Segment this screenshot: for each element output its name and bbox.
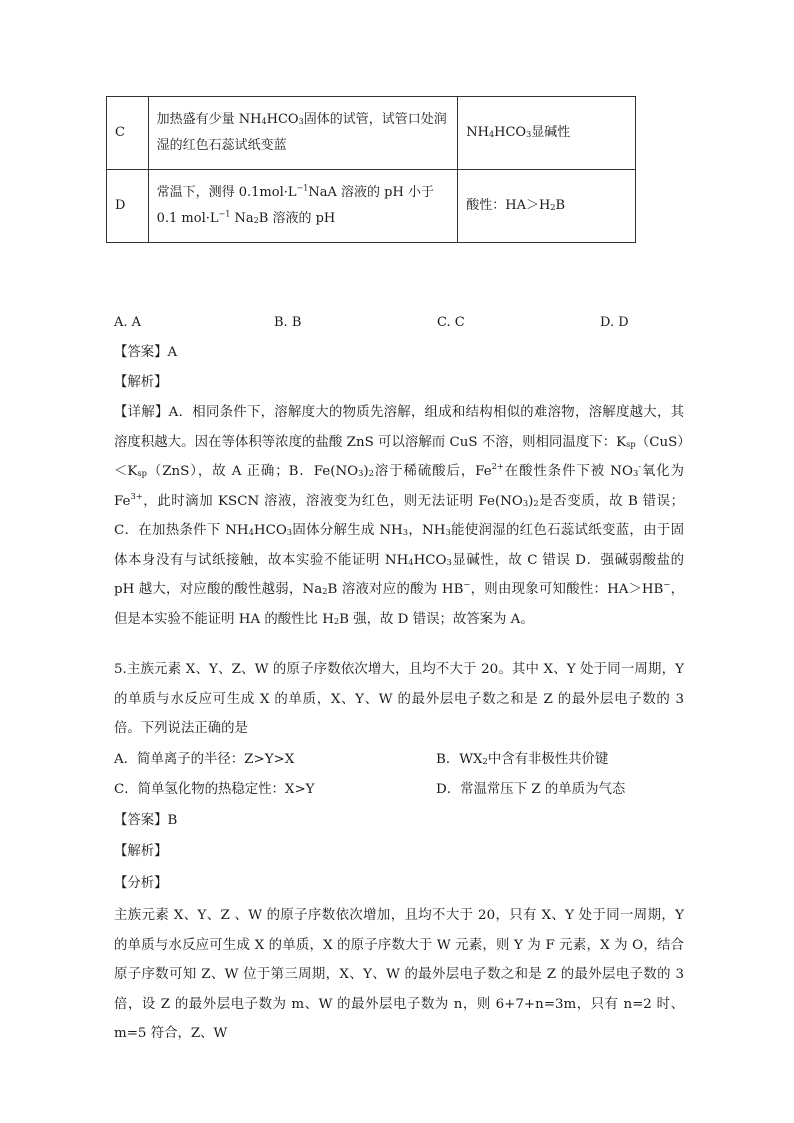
q5-option-c: C．简单氢化物的热稳定性：X>Y: [114, 782, 315, 797]
q5-option-d: D．常温常压下 Z 的单质为气态: [436, 782, 626, 797]
q4-detail: 【详解】A．相同条件下，溶解度大的物质先溶解，组成和结构相似的难溶物，溶解度越大，其溶度积越大。因在等体积等浓度的盐酸 ZnS 可以溶解而 CuS 不溶，则相同温度下：$K_{sp}(CuS)<K_{sp}(ZnS)$，故 A 正确；B．$Fe(NO_3)_2$溶于稀硫酸后，$Fe^{2+}$在酸性条件下被 $NO_3^-$氧化为 $Fe^{3+}$，此时滴加 KSCN 溶液，溶液变为红色，则无法证明 $Fe(NO_3)_2$是否变质，故 B 错误；C．在加热条件下 $NH_4HCO_3$固体分解生成 $NH_3$，$NH_3$能使润湿的红色石蕊试纸变蓝，由于固体本身没有与试纸接触，故本实验不能证明 $NH_4HCO_3$显碱性，故 C 错误 D．强碱弱酸盐的 pH 越大，对应酸的酸性越弱，$Na_2B$ 溶液对应的酸为 HB−，则由现象可知酸性：HA＞HB−，但是本实验不能证明 HA 的酸性比 $H_2B$ 强，故 D 错误；故答案为 A。: [114, 405, 685, 627]
option-b: B. B: [274, 315, 302, 330]
conclusion-cell: $NH_4HCO_3$显碱性: [458, 97, 636, 170]
q5-option-b: B．$WX_2$中含有非极性共价键: [436, 752, 609, 767]
q5-option-a: A．简单离子的半径：Z>Y>X: [114, 752, 295, 767]
q5-analysis-tag: 【解析】: [114, 844, 168, 859]
row-label: C: [107, 97, 149, 170]
table-row: [107, 170, 636, 243]
options-table: [106, 96, 636, 243]
q5-analysis: 主族元素 X、Y、Z 、W 的原子序数依次增加，且均不大于 20，只有 X、Y 处于同一周期，Y 的单质与水反应可生成 X 的单质，X 的原子序数大于 W 元素，则 Y 为 F 元素，X 为 O，结合原子序数可知 Z、W 位于第三周期，X、Y、W 的最外层电子数之和是 Z 的最外层电子数的 3 倍，设 Z 的最外层电子数为 m、W 的最外层电子数为 n，则 6+7+n=3m，只有 n=2 时、m=5 符合，Z、W: [114, 908, 684, 1041]
q5-stem: 5.主族元素 X、Y、Z、W 的原子序数依次增大，且均不大于 20。其中 X、Y 处于同一周期，Y 的单质与水反应可生成 X 的单质，X、Y、W 的最外层电子数之和是 Z 的最外层电子数的 3 倍。下列说法正确的是: [114, 662, 684, 736]
operation-cell: 加热盛有少量 $NH_4HCO_3$固体的试管，试管口处润湿的红色石蕊试纸变蓝: [148, 97, 458, 170]
q4-analysis-tag: 【解析】: [114, 375, 168, 390]
q5-analysis-subtag: 【分析】: [114, 876, 168, 891]
option-c: C. C: [437, 315, 465, 330]
q4-answer: 【答案】A: [114, 345, 178, 360]
option-d: D. D: [600, 315, 629, 330]
table-row: [107, 97, 636, 170]
q5-answer: 【答案】B: [114, 813, 178, 828]
row-label: D: [107, 170, 149, 243]
conclusion-cell: 酸性：$HA>H_2B$: [458, 170, 636, 243]
operation-cell: 常温下，测得 $0.1mol\cdot L^{-1}NaA$ 溶液的 pH 小于 0.1 $mol\cdot L^{-1}$ $Na_2B$ 溶液的 pH: [148, 170, 458, 243]
option-a: A. A: [114, 315, 142, 330]
